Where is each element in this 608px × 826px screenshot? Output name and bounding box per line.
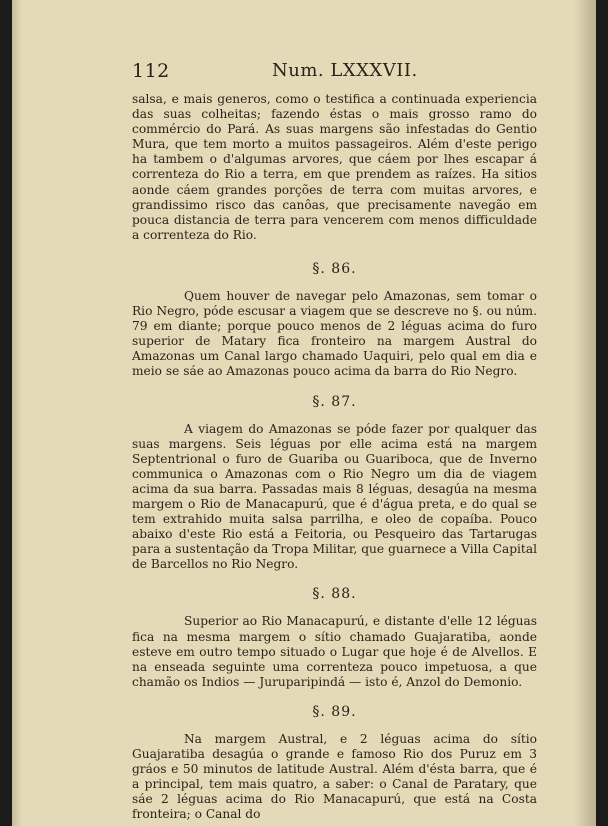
page-content	[132, 60, 537, 822]
paragraph-87: A viagem do Amazonas se póde fazer por qualquer das suas margens. Seis léguas por elle acima está na margem Septentrional o furo de Guariba ou Guariboca, que de Inverno communica o Amazonas com o Rio Negro um dia de viagem acima da sua barra. Passadas mais 8 léguas, desagúa na mesma margem o Rio de Manacapurú, que é d'água preta, e do qual se tem extrahido muita salsa parrilha, e oleo de copaíba. Pouco abaixo d'este Rio está a Feitoria, ou Pesqueiro das Tartarugas para a sustentação da Tropa Militar, que guarnece a Villa Capital de Barcellos no Rio Negro.	[132, 421, 537, 572]
paragraph-88: Superior ao Rio Manacapurú, e distante d'elle 12 léguas fica na mesma margem o sítio chamado Guajaratiba, aonde esteve em outro tempo situado o Lugar que hoje é de Alvellos. E na enseada seguinte uma correnteza pouco impetuosa, a que chamão os Indios — Juruparipindá — isto é, Anzol do Demonio.	[132, 614, 537, 689]
book-page	[12, 0, 596, 826]
paragraph-86: Quem houver de navegar pelo Amazonas, sem tomar o Rio Negro, póde escusar a viagem que se descreve no §. ou núm. 79 em diante; porque pouco menos de 2 léguas acima do furo superior de Matary fica fronteiro na margem Austral do Amazonas um Canal largo chamado Uaquiri, pelo qual em dia e meio se sáe ao Amazonas pouco acima da barra do Rio Negro.	[132, 288, 537, 379]
section-heading-87: §. 87.	[312, 393, 357, 410]
paragraph-continuation: salsa, e mais generos, como o testifica a continuada experiencia das suas colheitas; fazendo éstas o mais grosso ramo do commércio do Pará. As suas margens são infestadas do Gentio Mura, que tem morto a muitos passageiros. Além d'este perigo ha tambem o d'algumas arvores, que cáem por lhes escapar á correnteza do Rio a terra, em que prendem as raízes. Ha sitios aonde cáem grandes porções de terra com muitas arvores, e grandissimo risco das canôas, que precisamente navegão em pouca distancia de terra para vencerem com menos difficuldade a correnteza do Rio.	[132, 92, 537, 242]
paragraph-89: Na margem Austral, e 2 léguas acima do sítio Guajaratiba desagúa o grande e famoso Rio dos Puruz em 3 gráos e 50 minutos de latitude Austral. Além d'ésta barra, que é a principal, tem mais quatro, a saber: o Canal de Paratary, que sáe 2 léguas acima do Rio Manacapurú, que está na Costa fronteira; o Canal do	[132, 731, 537, 822]
section-heading-86: §. 86.	[312, 260, 357, 277]
running-title: Num. LXXXVII.	[272, 60, 418, 81]
page-header	[132, 60, 537, 86]
section-heading-89: §. 89.	[312, 703, 357, 720]
page-number: 112	[132, 60, 170, 82]
section-heading-88: §. 88.	[312, 586, 357, 603]
